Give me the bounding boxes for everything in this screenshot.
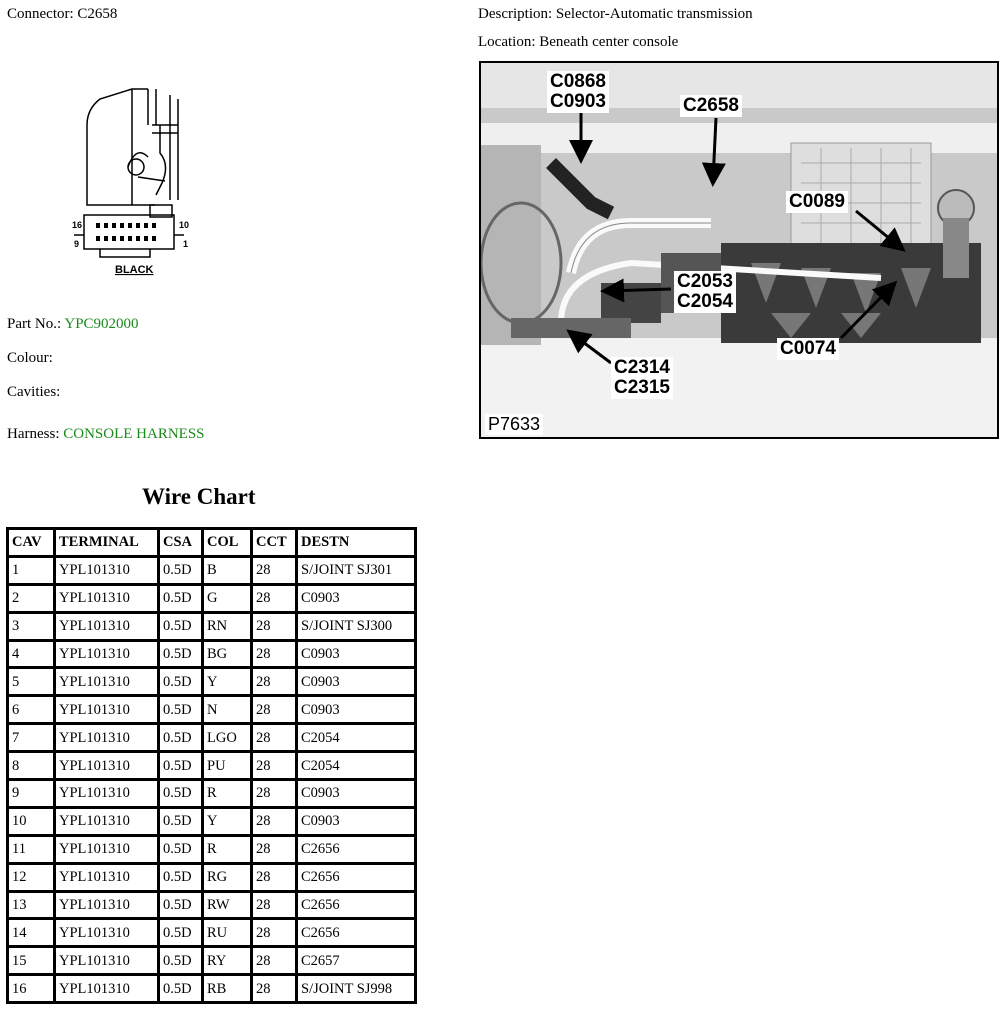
cell-csa: 0.5D <box>160 669 201 694</box>
cell-cav: 10 <box>9 809 53 834</box>
cell-terminal: YPL101310 <box>56 725 157 750</box>
cell-csa: 0.5D <box>160 697 201 722</box>
cell-cav: 4 <box>9 642 53 667</box>
pin-label-1: 1 <box>183 239 189 249</box>
cell-cav: 11 <box>9 837 53 862</box>
cell-cav: 1 <box>9 558 53 583</box>
cell-cct: 28 <box>253 558 295 583</box>
wire-chart-header-row <box>9 530 414 555</box>
cell-col: N <box>204 697 250 722</box>
cell-destn: S/JOINT SJ300 <box>298 614 414 639</box>
pin-label-10: 10 <box>179 220 190 230</box>
table-row <box>9 920 414 945</box>
wire-chart-header-cct: CCT <box>253 530 295 555</box>
cell-col: Y <box>204 809 250 834</box>
cell-terminal: YPL101310 <box>56 642 157 667</box>
cell-destn: C2054 <box>298 753 414 778</box>
callout-c0089: C0089 <box>786 191 848 213</box>
cell-col: R <box>204 781 250 806</box>
callout-c0074: C0074 <box>777 338 839 360</box>
cell-cct: 28 <box>253 837 295 862</box>
cell-csa: 0.5D <box>160 948 201 973</box>
cell-col: R <box>204 837 250 862</box>
connector-drawing <box>70 85 195 277</box>
cell-terminal: YPL101310 <box>56 976 157 1001</box>
cell-destn: C0903 <box>298 669 414 694</box>
callout-c2314-line: C2314 <box>614 357 670 378</box>
callout-c2054-line: C2054 <box>677 291 733 312</box>
cell-csa: 0.5D <box>160 642 201 667</box>
cell-cav: 6 <box>9 697 53 722</box>
wire-chart-header-cav: CAV <box>9 530 53 555</box>
cell-destn: C2656 <box>298 837 414 862</box>
callout-c2314-c2315 <box>611 357 673 399</box>
cell-cct: 28 <box>253 614 295 639</box>
harness-label: Harness: <box>7 426 60 442</box>
cell-col: RU <box>204 920 250 945</box>
cell-terminal: YPL101310 <box>56 753 157 778</box>
location-label: Location: <box>478 34 536 50</box>
wire-chart-header-destn: DESTN <box>298 530 414 555</box>
description-label: Description: <box>478 6 553 22</box>
cell-col: LGO <box>204 725 250 750</box>
cell-cav: 15 <box>9 948 53 973</box>
cell-csa: 0.5D <box>160 837 201 862</box>
wire-chart-title: Wire Chart <box>142 484 256 509</box>
connector-value: C2658 <box>77 6 118 22</box>
cell-cav: 2 <box>9 586 53 611</box>
cell-destn: C0903 <box>298 809 414 834</box>
cell-cct: 28 <box>253 809 295 834</box>
cell-terminal: YPL101310 <box>56 865 157 890</box>
cell-cct: 28 <box>253 586 295 611</box>
connector-line <box>7 6 117 23</box>
cell-cav: 3 <box>9 614 53 639</box>
callout-arrows <box>481 63 997 437</box>
callout-c0903-line: C0903 <box>550 91 606 112</box>
cavities-label: Cavities: <box>7 384 61 400</box>
table-row <box>9 865 414 890</box>
cell-csa: 0.5D <box>160 865 201 890</box>
cell-cct: 28 <box>253 976 295 1001</box>
callout-c0868-c0903 <box>547 71 609 113</box>
cell-col: RY <box>204 948 250 973</box>
description-line <box>478 6 753 23</box>
table-row <box>9 976 414 1001</box>
location-photo <box>479 61 999 439</box>
cell-csa: 0.5D <box>160 753 201 778</box>
cell-cct: 28 <box>253 753 295 778</box>
cell-cct: 28 <box>253 893 295 918</box>
callout-c2053-line: C2053 <box>677 271 733 292</box>
cell-cav: 14 <box>9 920 53 945</box>
table-row <box>9 669 414 694</box>
cell-cct: 28 <box>253 697 295 722</box>
pin-label-9: 9 <box>74 239 80 249</box>
table-row <box>9 893 414 918</box>
cell-destn: S/JOINT SJ301 <box>298 558 414 583</box>
table-row <box>9 642 414 667</box>
callout-c2315-line: C2315 <box>614 377 670 398</box>
wire-chart-body <box>9 558 414 1001</box>
cell-terminal: YPL101310 <box>56 948 157 973</box>
cell-col: B <box>204 558 250 583</box>
cell-cct: 28 <box>253 781 295 806</box>
table-row <box>9 725 414 750</box>
part-no-value: YPC902000 <box>64 316 139 332</box>
drawing-caption: BLACK <box>115 264 154 276</box>
cell-terminal: YPL101310 <box>56 920 157 945</box>
cell-cav: 7 <box>9 725 53 750</box>
cell-terminal: YPL101310 <box>56 586 157 611</box>
cell-col: PU <box>204 753 250 778</box>
callout-c2658: C2658 <box>680 95 742 117</box>
cell-terminal: YPL101310 <box>56 614 157 639</box>
cell-cct: 28 <box>253 920 295 945</box>
table-row <box>9 781 414 806</box>
cavities-line <box>7 384 60 401</box>
harness-value: CONSOLE HARNESS <box>63 426 205 442</box>
cell-destn: C2656 <box>298 893 414 918</box>
cell-col: BG <box>204 642 250 667</box>
cell-destn: C2054 <box>298 725 414 750</box>
cell-cav: 16 <box>9 976 53 1001</box>
cell-cav: 9 <box>9 781 53 806</box>
cell-cct: 28 <box>253 642 295 667</box>
cell-cct: 28 <box>253 725 295 750</box>
cell-terminal: YPL101310 <box>56 669 157 694</box>
description-value: Selector-Automatic transmission <box>555 6 753 22</box>
cell-cct: 28 <box>253 865 295 890</box>
cell-terminal: YPL101310 <box>56 558 157 583</box>
cell-col: RB <box>204 976 250 1001</box>
cell-terminal: YPL101310 <box>56 781 157 806</box>
cell-cav: 12 <box>9 865 53 890</box>
table-row <box>9 809 414 834</box>
cell-csa: 0.5D <box>160 976 201 1001</box>
cell-col: G <box>204 586 250 611</box>
cell-col: Y <box>204 669 250 694</box>
cell-terminal: YPL101310 <box>56 893 157 918</box>
cell-csa: 0.5D <box>160 614 201 639</box>
table-row <box>9 586 414 611</box>
cell-csa: 0.5D <box>160 725 201 750</box>
connector-label: Connector: <box>7 6 74 22</box>
cell-destn: C2656 <box>298 920 414 945</box>
cell-col: RW <box>204 893 250 918</box>
part-no-line <box>7 316 139 333</box>
table-row <box>9 614 414 639</box>
pin-label-16: 16 <box>72 220 83 230</box>
cell-terminal: YPL101310 <box>56 837 157 862</box>
photo-code: P7633 <box>485 414 543 435</box>
cell-cct: 28 <box>253 948 295 973</box>
callout-c2053-c2054 <box>674 271 736 313</box>
cell-csa: 0.5D <box>160 558 201 583</box>
cell-cav: 8 <box>9 753 53 778</box>
cell-terminal: YPL101310 <box>56 809 157 834</box>
colour-line <box>7 350 53 367</box>
cell-destn: C0903 <box>298 642 414 667</box>
cell-csa: 0.5D <box>160 920 201 945</box>
table-row <box>9 558 414 583</box>
cell-cav: 13 <box>9 893 53 918</box>
cell-cav: 5 <box>9 669 53 694</box>
cell-col: RN <box>204 614 250 639</box>
table-row <box>9 948 414 973</box>
cell-destn: C2656 <box>298 865 414 890</box>
cell-destn: C0903 <box>298 781 414 806</box>
harness-line <box>7 426 205 443</box>
table-row <box>9 697 414 722</box>
table-row <box>9 837 414 862</box>
cell-csa: 0.5D <box>160 586 201 611</box>
cell-csa: 0.5D <box>160 893 201 918</box>
callout-c0868-line: C0868 <box>550 71 606 92</box>
wire-chart-table <box>6 527 417 1004</box>
part-no-label: Part No.: <box>7 316 62 332</box>
cell-destn: C2657 <box>298 948 414 973</box>
cell-csa: 0.5D <box>160 809 201 834</box>
cell-destn: C0903 <box>298 586 414 611</box>
wire-chart-header-csa: CSA <box>160 530 201 555</box>
wire-chart-header-terminal: TERMINAL <box>56 530 157 555</box>
cell-col: RG <box>204 865 250 890</box>
cell-destn: C0903 <box>298 697 414 722</box>
colour-label: Colour: <box>7 350 53 366</box>
cell-csa: 0.5D <box>160 781 201 806</box>
table-row <box>9 753 414 778</box>
wire-chart-header-col: COL <box>204 530 250 555</box>
cell-terminal: YPL101310 <box>56 697 157 722</box>
location-line <box>478 34 678 51</box>
cell-cct: 28 <box>253 669 295 694</box>
location-value: Beneath center console <box>539 34 679 50</box>
cell-destn: S/JOINT SJ998 <box>298 976 414 1001</box>
